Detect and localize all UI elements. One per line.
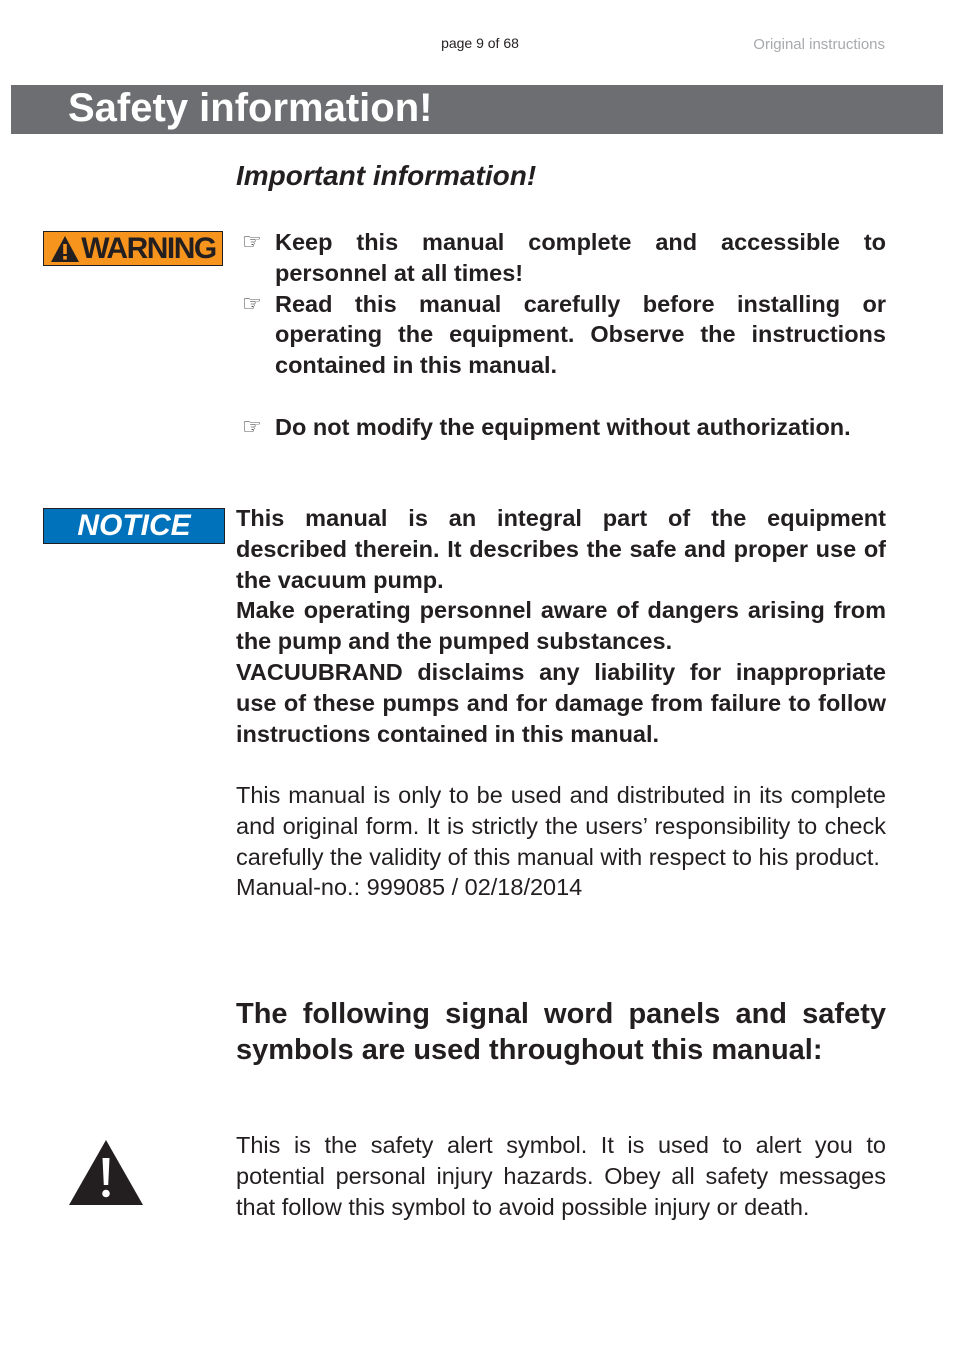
pointing-hand-icon: ☞ bbox=[242, 229, 262, 254]
notice-signal-word: NOTICE bbox=[77, 509, 191, 542]
signal-words-section-heading: The following signal word panels and safety symbols are used throughout this manual: bbox=[236, 998, 886, 1066]
warning-signal-word: WARNING bbox=[81, 231, 216, 265]
list-item-text: Keep this manual complete and accessible to personnel at all times! bbox=[275, 229, 886, 286]
notice-paragraph: This manual is an integral part of the equipment described therein. It describes the safe and proper use of the vacuum pump. bbox=[236, 505, 886, 593]
warning-signal-panel bbox=[43, 231, 223, 266]
usage-paragraph: This manual is only to be used and distributed in its complete and original form. It is strictly the users’ responsibility to check carefully the validity of this manual with respect to his product. bbox=[236, 782, 886, 870]
warning-triangle-icon bbox=[50, 235, 80, 263]
notice-paragraph: Make operating personnel aware of dangers arising from the pump and the pumped substances. bbox=[236, 597, 886, 655]
page-title: Safety information! bbox=[68, 86, 433, 130]
notice-paragraph: VACUUBRAND disclaims any liability for inappropriate use of these pumps and for damage from failure to follow instructions contained in this manual. bbox=[236, 658, 886, 747]
notice-signal-panel bbox=[43, 508, 225, 544]
list-item bbox=[236, 412, 886, 443]
notice-text-block bbox=[236, 503, 886, 749]
usage-text-block bbox=[236, 780, 886, 903]
safety-alert-icon bbox=[68, 1138, 144, 1206]
page-number: page 9 of 68 bbox=[441, 35, 519, 51]
list-item bbox=[236, 227, 886, 289]
warning-list bbox=[236, 227, 886, 443]
manual-number: Manual-no.: 999085 / 02/18/2014 bbox=[236, 874, 583, 901]
safety-alert-description: This is the safety alert symbol. It is used to alert you to potential personal injury hazards. Obey all safety messages that follow this symbol to avoid possible injury or death. bbox=[236, 1132, 886, 1220]
pointing-hand-icon: ☞ bbox=[242, 290, 262, 316]
important-information-heading: Important information! bbox=[236, 160, 537, 191]
pointing-hand-icon: ☞ bbox=[242, 413, 262, 439]
document-type-label: Original instructions bbox=[753, 36, 885, 53]
list-item-text: Read this manual carefully before installing or operating the equipment. Observe the instructions contained in this manual. bbox=[275, 290, 886, 379]
list-item-text: Do not modify the equipment without authorization. bbox=[275, 413, 851, 440]
list-item bbox=[236, 289, 886, 381]
